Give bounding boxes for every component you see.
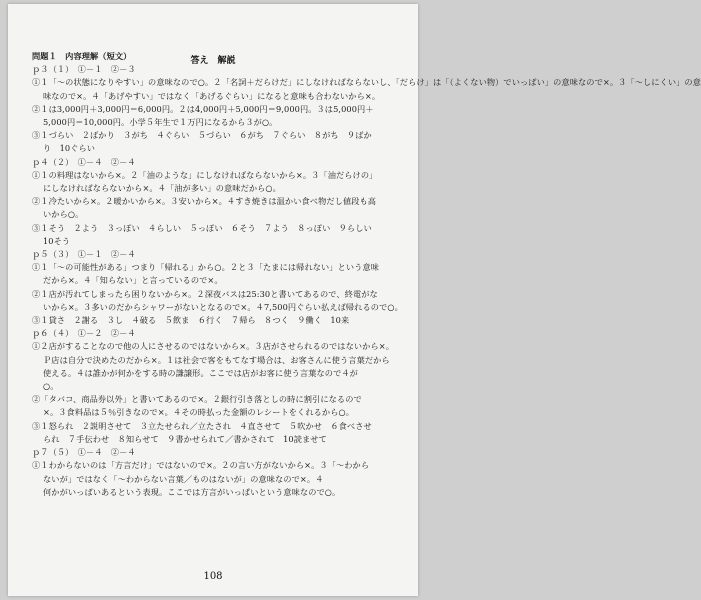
text-line: ｐ６（４） ①－２ ②－４ [32,328,136,339]
text-line: だから×。４「知らない」と言っているので×。 [43,275,223,286]
text-line: 使える。４は誰かが何かをする時の謙譲形。ここでは店がお客に使う言葉なので４が [43,367,358,378]
text-line: 10そう [43,235,71,246]
text-line: 5,000円＝10,000円。小学５年生で１万円になるから３が○。 [43,117,278,128]
text-line: ③１づらい ２ばかり ３がち ４ぐらい ５づらい ６がち ７ぐらい ８がち ９ばか [32,130,372,141]
text-line: ②１は3,000円＋3,000円＝6,000円。２は4,000円＋5,000円＝9,000円。３は5,000円＋ [32,103,374,114]
text-line: ○。 [43,381,59,392]
text-line: ②１店が汚れてしまったら困りないから×。２深夜バスは25:30と書いてあるので、終電がな [32,288,378,299]
answer-text-body [32,50,701,499]
text-line: られ ７手伝わせ ８知らせて ９書かせられて／書かされて 10読ませて [43,433,327,444]
text-line: ③１怒られ ２説明させて ３立たせられ／立たされ ４直させて ５吹かせ ６食べさせ [32,420,372,431]
text-line: Ｐ店は自分で決めたのだから×。１は社会で客をもてなす場合は、お客さんに使う言葉だから [43,354,390,365]
text-line: いから×。３多いのだからシャワーがないとなるので×。４7,500円ぐらい払えば帰れるので○。 [43,301,403,312]
text-line: 味なので×。４「あげやすい」ではなく「あげるぐらい」になると意味も合わないから×。 [43,90,381,101]
page-title: 答え 解説 [190,56,236,66]
text-line: ③１貸さ ２謝る ３し ４破る ５飲ま ６行く ７帰ら ８つく ９働く 10来 [32,315,350,326]
text-line: にしなければならないから×。４「油が多い」の意味だから○。 [43,183,281,194]
text-line: ③１そう ２よう ３っぽい ４らしい ５っぽい ６そう ７よう ８っぽい ９らしい [32,222,372,233]
text-line: 何かがいっぱいあるという表現。ここでは方言がいっぱいという意味なので○。 [43,486,341,497]
text-line: ①１の料理はないから×。２「油のような」にしなければならないから×。３「油だらけの」 [32,169,378,180]
text-line: ①１「～の状態になりやすい」の意味なので○。２「名詞＋だらけだ」にしなければならないし、「だらけ」は「（よくない物）でいっぱい」の意味なので×。３「～しにくい」の意 [32,77,701,88]
page-number: 108 [203,571,223,582]
text-line: ないが」ではなく「～わからない言葉／ものはないが」の意味なので×。４ [43,473,324,484]
text-line: 問題１ 内容理解（短文） [32,51,132,61]
text-line: ②「タバコ、商品券以外」と書いてあるので×。２銀行引き落としの時に割引になるので [32,394,362,405]
text-line: ①２店がすることなので他の人にさせるのではないから×。３店がさせられるのではないから×。 [32,341,394,352]
text-line: ｐ４（２） ①－４ ②－４ [32,156,136,167]
text-line: ｐ３（１） ①－１ ②－３ [32,64,136,75]
text-line: ｐ５（３） ①－１ ②－４ [32,249,136,260]
text-line: ｐ７（５） ①－４ ②－４ [32,447,136,458]
document-page [8,4,701,596]
text-line: ②１冷たいから×。２暖かいから×。３安いから×。４すき焼きは温かい食べ物だし値段も高 [32,196,377,207]
text-line: ×。３食料品は５％引きなので×。４その時払った金額のレシートをくれるから○。 [43,407,355,418]
text-line: ①１「～の可能性がある」つまり「帰れる」から○。２と３「たまには帰れない」という意味 [32,262,380,273]
text-line: ①１わからないのは「方言だけ」ではないので×。２の言い方がないから×。３「～わから [32,460,370,471]
text-line: り 10ぐらい [43,143,96,154]
text-line: いから○。 [43,209,84,220]
